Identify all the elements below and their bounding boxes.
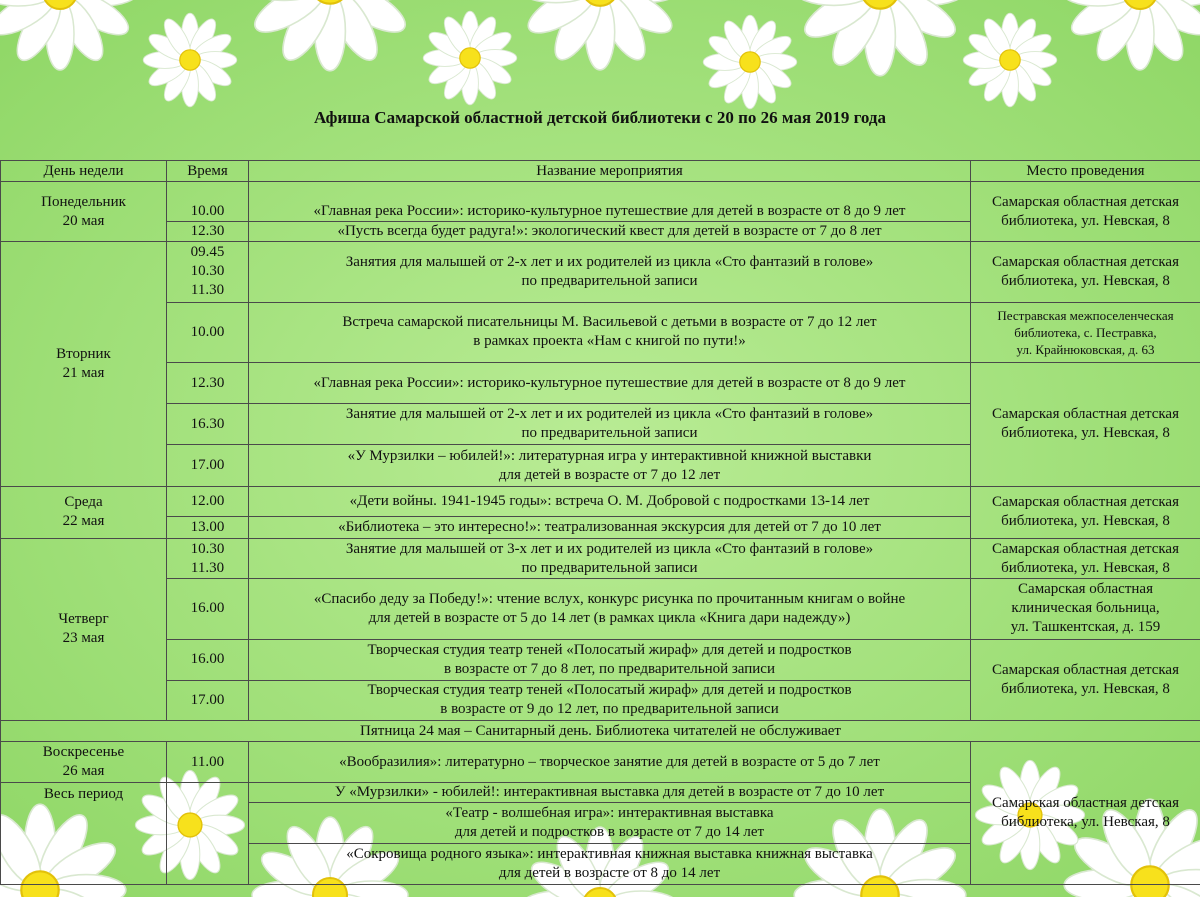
day-name: Понедельник bbox=[41, 193, 126, 210]
place-line: Самарская областная детская bbox=[992, 406, 1179, 423]
event-text: «Вообразилия»: литературно – творческое занятие для детей в возрасте от 5 до 7 лет bbox=[339, 753, 880, 770]
time-cell bbox=[167, 516, 249, 538]
place-cell bbox=[971, 182, 1200, 242]
day-cell bbox=[1, 742, 167, 783]
event-text: «Дети войны. 1941-1945 годы»: встреча О. М. Добровой с подростками 13-14 лет bbox=[349, 492, 870, 509]
table-row bbox=[1, 579, 1200, 639]
table-row bbox=[1, 242, 1200, 302]
event-text: в рамках проекта «Нам с книгой по пути!» bbox=[473, 333, 746, 350]
place-line: библиотека, ул. Невская, 8 bbox=[1001, 425, 1170, 442]
event-cell bbox=[249, 680, 971, 720]
place-cell bbox=[971, 639, 1200, 720]
day-cell bbox=[1, 538, 167, 720]
time-value: 16.30 bbox=[190, 415, 225, 432]
event-cell bbox=[249, 639, 971, 680]
time-value: 10.00 bbox=[190, 203, 225, 220]
time-value: 16.00 bbox=[190, 651, 225, 668]
place-cell bbox=[971, 242, 1200, 302]
place-line: библиотека, ул. Невская, 8 bbox=[1001, 272, 1170, 289]
time-cell bbox=[167, 680, 249, 720]
event-text: Занятие для малышей от 3-х лет и их родителей из цикла «Сто фантазий в голове» bbox=[345, 540, 874, 557]
event-text: для детей в возрасте от 8 до 14 лет bbox=[498, 864, 721, 881]
place-line: Самарская областная bbox=[1018, 581, 1153, 598]
event-cell bbox=[249, 742, 971, 783]
day-date: 23 мая bbox=[62, 630, 105, 647]
place-line: Самарская областная детская bbox=[992, 540, 1179, 557]
event-text: для детей в возрасте от 5 до 14 лет (в рамках цикла «Книга дари надежду») bbox=[368, 609, 851, 626]
time-value: 11.30 bbox=[190, 282, 225, 299]
time-value: 17.00 bbox=[190, 457, 225, 474]
schedule-table bbox=[0, 160, 1200, 885]
time-cell bbox=[167, 302, 249, 362]
time-value: 13.00 bbox=[190, 518, 225, 535]
place-line: библиотека, с. Пестравка, bbox=[1014, 324, 1157, 340]
time-cell bbox=[167, 538, 249, 578]
table-row bbox=[1, 742, 1200, 783]
event-cell bbox=[249, 486, 971, 516]
event-text: по предварительной записи bbox=[521, 425, 698, 442]
place-line: Самарская областная детская bbox=[992, 661, 1179, 678]
event-cell bbox=[249, 538, 971, 578]
day-cell bbox=[1, 486, 167, 538]
event-cell bbox=[249, 579, 971, 639]
place-line: клиническая больница, bbox=[1011, 600, 1160, 617]
event-cell bbox=[249, 242, 971, 302]
header-place: Место проведения bbox=[971, 161, 1200, 182]
place-line: Самарская областная детская bbox=[992, 193, 1179, 210]
header-day: День недели bbox=[1, 161, 167, 182]
time-value: 12.30 bbox=[190, 374, 225, 391]
day-date: 22 мая bbox=[62, 513, 105, 530]
event-text: Занятие для малышей от 2-х лет и их родителей из цикла «Сто фантазий в голове» bbox=[345, 406, 874, 423]
day-date: 21 мая bbox=[62, 365, 105, 381]
header-event: Название мероприятия bbox=[249, 161, 971, 182]
place-line: библиотека, ул. Невская, 8 bbox=[1001, 814, 1170, 831]
day-name: Среда bbox=[64, 494, 103, 511]
place-line: ул. Крайнюковская, д. 63 bbox=[1016, 341, 1155, 357]
place-line: библиотека, ул. Невская, 8 bbox=[1001, 680, 1170, 697]
event-text: в возрасте от 9 до 12 лет, по предварительной записи bbox=[440, 701, 779, 718]
place-cell bbox=[971, 302, 1200, 362]
header-time: Время bbox=[167, 161, 249, 182]
time-cell bbox=[167, 579, 249, 639]
time-cell bbox=[167, 486, 249, 516]
table-row bbox=[1, 486, 1200, 516]
time-cell bbox=[167, 362, 249, 403]
event-text: «Главная река России»: историко-культурное путешествие для детей в возрасте от 8 до 9 лет bbox=[313, 374, 906, 391]
event-text: Занятия для малышей от 2-х лет и их родителей из цикла «Сто фантазий в голове» bbox=[345, 253, 874, 270]
time-cell bbox=[167, 639, 249, 680]
day-cell bbox=[1, 182, 167, 242]
place-cell bbox=[971, 362, 1200, 486]
place-line: библиотека, ул. Невская, 8 bbox=[1001, 212, 1170, 229]
place-line: Самарская областная детская bbox=[992, 795, 1179, 812]
event-text: «Спасибо деду за Победу!»: чтение вслух, конкурс рисунка по прочитанным книгам о войне bbox=[313, 590, 906, 607]
table-header-row bbox=[1, 161, 1200, 182]
time-value: 16.00 bbox=[190, 600, 225, 617]
time-value: 11.30 bbox=[190, 559, 225, 576]
place-line: Самарская областная детская bbox=[992, 253, 1179, 270]
place-line: Пестравская межпоселенческая bbox=[997, 307, 1174, 323]
event-text: «Театр - волшебная игра»: интерактивная выставка bbox=[445, 805, 774, 822]
time-value: 11.00 bbox=[190, 753, 225, 770]
event-text: для детей и подростков в возрасте от 7 до 14 лет bbox=[454, 824, 765, 841]
place-line: библиотека, ул. Невская, 8 bbox=[1001, 513, 1170, 530]
event-text: «Сокровища родного языка»: интерактивная книжная выставка книжная выставка bbox=[346, 845, 873, 862]
day-cell bbox=[1, 783, 167, 885]
event-text: «У Мурзилки – юбилей!»: литературная игра у интерактивной книжной выставки bbox=[347, 447, 872, 464]
event-text: Встреча самарской писательницы М. Васильевой с детьми в возрасте от 7 до 12 лет bbox=[342, 314, 877, 331]
event-text: для детей в возрасте от 7 до 12 лет bbox=[498, 466, 721, 483]
event-cell bbox=[249, 302, 971, 362]
place-line: Самарская областная детская bbox=[992, 494, 1179, 511]
table-row bbox=[1, 639, 1200, 680]
event-text: Творческая студия театр теней «Полосатый жираф» для детей и подростков bbox=[367, 682, 852, 699]
event-text: «Библиотека – это интересно!»: театрализованная экскурсия для детей от 7 до 10 лет bbox=[338, 518, 881, 535]
table-row bbox=[1, 720, 1200, 741]
time-value: 10.30 bbox=[190, 263, 225, 280]
day-name: Весь период bbox=[43, 786, 124, 803]
event-text: «Пусть всегда будет радуга!»: экологический квест для детей в возрасте от 7 до 8 лет bbox=[337, 223, 882, 240]
place-line: библиотека, ул. Невская, 8 bbox=[1001, 559, 1170, 576]
time-cell bbox=[167, 742, 249, 783]
time-value: 10.00 bbox=[190, 323, 225, 340]
event-text: по предварительной записи bbox=[521, 559, 698, 576]
time-cell bbox=[167, 783, 249, 885]
day-name: Воскресенье bbox=[42, 744, 125, 761]
friday-note: Пятница 24 мая – Санитарный день. Библиотека читателей не обслуживает bbox=[1, 720, 1200, 741]
page-title: Афиша Самарской областной детской библиотеки с 20 по 26 мая 2019 года bbox=[314, 108, 886, 127]
time-cell bbox=[167, 445, 249, 486]
day-name: Четверг bbox=[58, 611, 109, 628]
place-cell bbox=[971, 538, 1200, 578]
time-value: 10.30 bbox=[190, 540, 225, 557]
place-cell bbox=[971, 742, 1200, 885]
place-line: ул. Ташкентская, д. 159 bbox=[1010, 619, 1161, 636]
time-cell bbox=[167, 222, 249, 242]
event-text: в возрасте от 7 до 8 лет, по предварительной записи bbox=[443, 660, 775, 677]
event-cell bbox=[249, 404, 971, 445]
event-cell bbox=[249, 362, 971, 403]
day-name: Вторник bbox=[56, 346, 111, 362]
table-row bbox=[1, 182, 1200, 222]
event-text: «Главная река России»: историко-культурное путешествие для детей в возрасте от 8 до 9 лет bbox=[313, 203, 906, 220]
event-cell bbox=[249, 516, 971, 538]
time-value: 17.00 bbox=[190, 691, 225, 708]
place-cell bbox=[971, 579, 1200, 639]
event-cell bbox=[249, 803, 971, 843]
place-cell bbox=[971, 486, 1200, 538]
day-date: 26 мая bbox=[62, 763, 105, 780]
event-cell bbox=[249, 182, 971, 222]
time-value: 12.30 bbox=[190, 223, 225, 240]
event-cell bbox=[249, 783, 971, 803]
time-cell bbox=[167, 182, 249, 222]
event-text: У «Мурзилки» - юбилей!: интерактивная выставка для детей в возрасте от 7 до 10 лет bbox=[334, 784, 885, 801]
day-date: 20 мая bbox=[62, 212, 105, 229]
table-row bbox=[1, 538, 1200, 578]
day-cell bbox=[1, 242, 167, 486]
event-text: Творческая студия театр теней «Полосатый жираф» для детей и подростков bbox=[367, 641, 852, 658]
event-cell bbox=[249, 222, 971, 242]
event-cell bbox=[249, 843, 971, 884]
time-cell bbox=[167, 404, 249, 445]
event-text: по предварительной записи bbox=[521, 272, 698, 289]
table-row bbox=[1, 362, 1200, 403]
event-cell bbox=[249, 445, 971, 486]
table-row bbox=[1, 302, 1200, 362]
time-value: 12.00 bbox=[190, 492, 225, 509]
time-cell bbox=[167, 242, 249, 302]
time-value: 09.45 bbox=[190, 244, 225, 261]
